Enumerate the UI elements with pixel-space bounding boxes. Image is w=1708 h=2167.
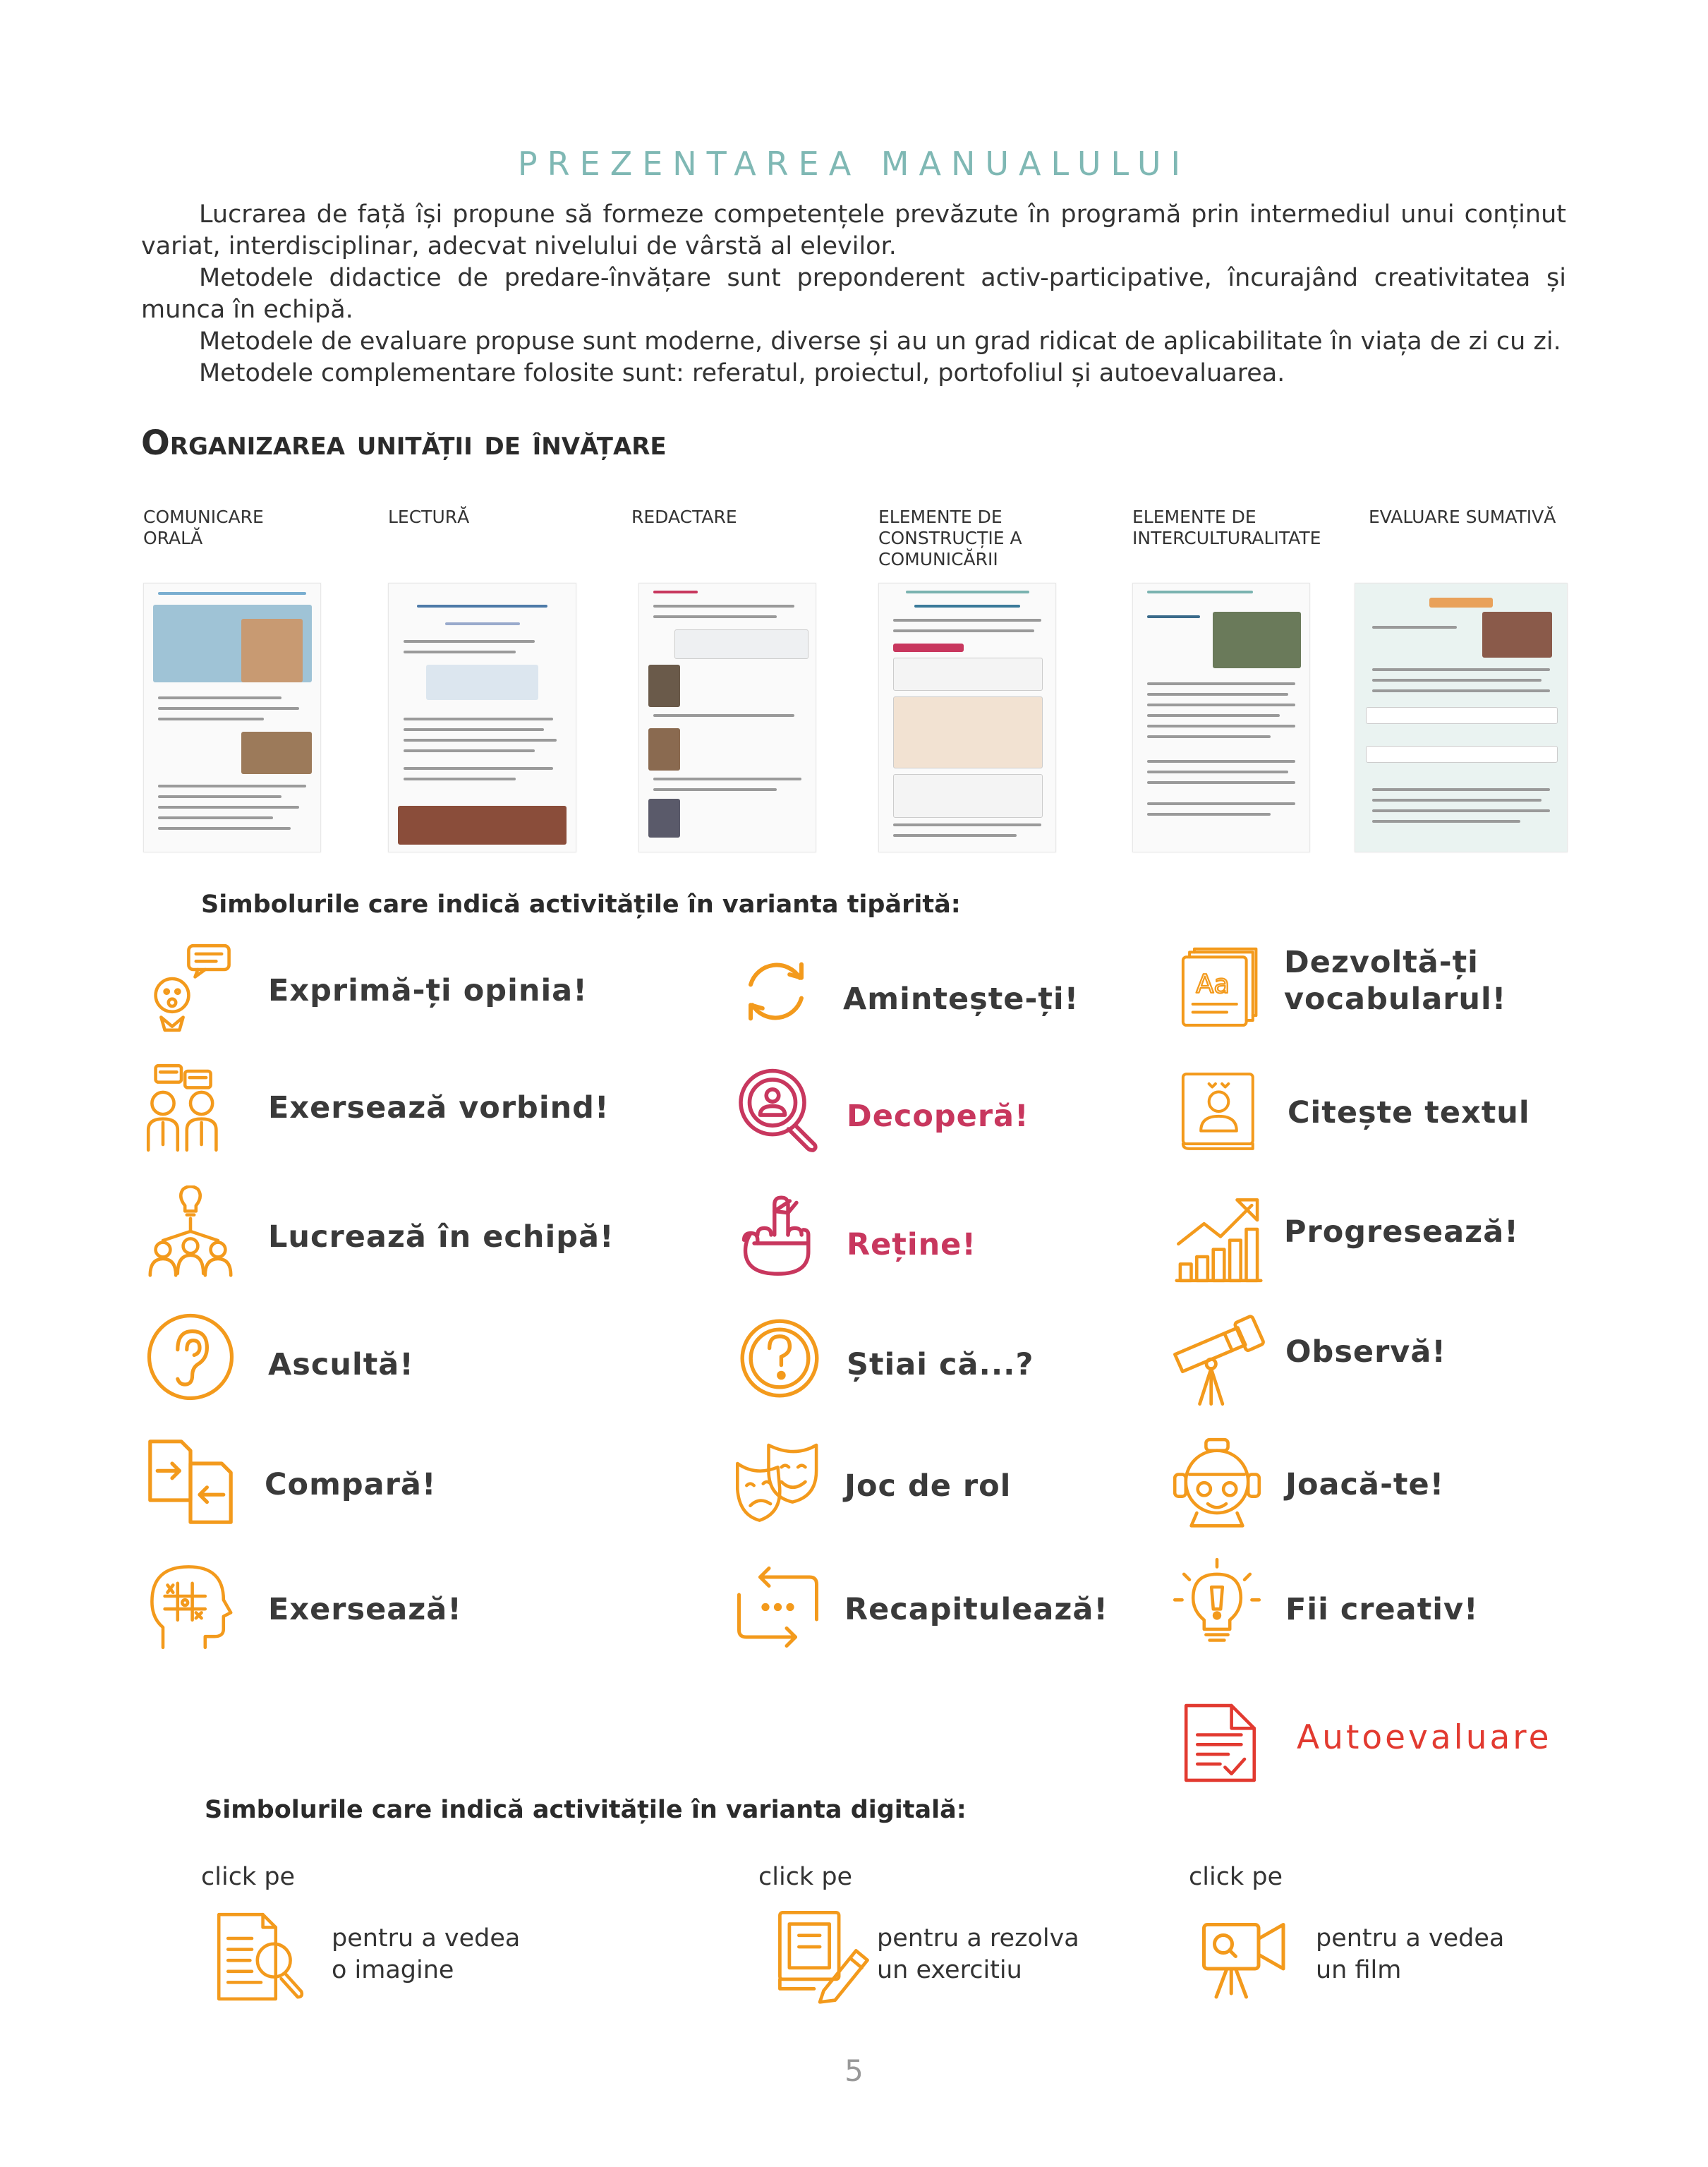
checklist-document-icon xyxy=(1180,1697,1261,1789)
symbol-label: Joacă-te! xyxy=(1285,1467,1445,1502)
symbol-label: Amintește-ți! xyxy=(843,982,1079,1017)
symbol-label: Recapitulează! xyxy=(844,1592,1109,1627)
digital-description: pentru a rezolva un exercitiu xyxy=(877,1924,1079,1984)
robot-icon xyxy=(1171,1436,1263,1531)
column-label: ELEMENTE DE INTERCULTURALITATE xyxy=(1132,507,1321,548)
compare-arrows-icon xyxy=(145,1436,236,1528)
column-label: ELEMENTE DE CONSTRUCȚIE A COMUNICĂRII xyxy=(878,507,1022,569)
symbol-label: Progresează! xyxy=(1284,1214,1519,1250)
speech-person-icon xyxy=(145,942,236,1034)
thumb-interculturalitate xyxy=(1132,583,1310,852)
click-label: click pe xyxy=(758,1863,853,1891)
digital-description: pentru a vedea un film xyxy=(1316,1924,1505,1984)
symbol-label: Joc de rol xyxy=(844,1468,1012,1504)
column-label: REDACTARE xyxy=(631,507,737,527)
symbol-label: Reține! xyxy=(847,1227,976,1262)
intro-text xyxy=(141,199,1566,390)
ear-icon xyxy=(145,1311,236,1403)
symbol-label: Fii creativ! xyxy=(1285,1592,1479,1627)
page-number: 5 xyxy=(844,2053,864,2088)
finger-ribbon-icon xyxy=(737,1193,822,1277)
recap-arrows-icon xyxy=(734,1563,822,1651)
intro-paragraph: Metodele complementare folosite sunt: referatul, proiectul, portofoliul și autoevaluarea. xyxy=(199,359,1285,387)
click-label: click pe xyxy=(1189,1863,1283,1891)
thumb-lectura xyxy=(388,583,576,852)
symbol-label: Exprimă-ți opinia! xyxy=(268,973,588,1008)
intro-paragraph: Metodele didactice de predare-învățare sunt preponderent activ-participative, încurajând creativitatea și munca în echipă. xyxy=(141,264,1566,324)
digital-symbols-heading: Simbolurile care indică activitățile în varianta digitală: xyxy=(205,1796,967,1824)
printed-symbols-heading: Simbolurile care indică activitățile în varianta tipărită: xyxy=(201,891,961,919)
symbol-label: Citește textul xyxy=(1288,1095,1530,1130)
intro-paragraph: Metodele de evaluare propuse sunt moderne, diverse și au un grad ridicat de aplicabilitate în viața de zi cu zi. xyxy=(199,327,1561,356)
document-magnifier-icon[interactable] xyxy=(212,1911,310,2003)
team-idea-icon xyxy=(145,1185,236,1277)
symbol-label: Lucrează în echipă! xyxy=(268,1219,614,1255)
page-title: PREZENTAREA MANUALULUI xyxy=(517,145,1191,183)
symbol-label: Decoperă! xyxy=(847,1099,1029,1134)
column-label: LECTURĂ xyxy=(388,507,470,527)
refresh-icon xyxy=(734,949,818,1034)
symbol-label: Observă! xyxy=(1285,1334,1446,1370)
symbol-label: Compară! xyxy=(265,1467,437,1502)
magnifier-person-icon xyxy=(734,1066,822,1154)
click-label: click pe xyxy=(201,1863,296,1891)
dictionary-icon xyxy=(1178,942,1259,1034)
thumb-elemente-constructie xyxy=(878,583,1056,852)
exercise-pencil-icon[interactable] xyxy=(776,1905,871,2008)
question-mark-icon xyxy=(737,1316,822,1401)
growth-chart-icon xyxy=(1171,1193,1266,1284)
svg-text:Aa: Aa xyxy=(1196,968,1230,999)
column-label: EVALUARE SUMATIVĂ xyxy=(1369,507,1556,527)
telescope-icon xyxy=(1168,1312,1270,1408)
intro-paragraph: Lucrarea de față își propune să formeze competențele prevăzute în programă prin intermediul unui conținut variat, interdisciplinar, adecvat nivelului de vârstă al elevilor. xyxy=(141,200,1566,260)
section-heading: Organizarea unității de învățare xyxy=(141,423,667,463)
symbol-label: Ascultă! xyxy=(268,1347,414,1382)
head-tictactoe-icon xyxy=(145,1559,236,1651)
symbol-label: Exersează vorbind! xyxy=(268,1090,610,1125)
digital-description: pentru a vedea o imagine xyxy=(332,1924,521,1984)
symbol-label: Dezvoltă-ți vocabularul! xyxy=(1284,945,1507,1017)
book-reader-icon xyxy=(1178,1062,1259,1161)
symbol-label: Exersează! xyxy=(268,1592,462,1627)
thumb-evaluare xyxy=(1355,583,1568,852)
video-camera-icon[interactable] xyxy=(1198,1912,1291,2000)
symbol-label: Autoevaluare xyxy=(1297,1718,1552,1757)
theater-masks-icon xyxy=(727,1436,829,1528)
thumb-redactare xyxy=(638,583,816,852)
thumb-comunicare-orala xyxy=(143,583,321,852)
symbol-label: Știai că...? xyxy=(847,1347,1034,1382)
column-label: COMUNICARE ORALĂ xyxy=(143,507,264,548)
two-people-talking-icon xyxy=(145,1062,236,1154)
lightbulb-exclamation-icon xyxy=(1171,1552,1263,1655)
